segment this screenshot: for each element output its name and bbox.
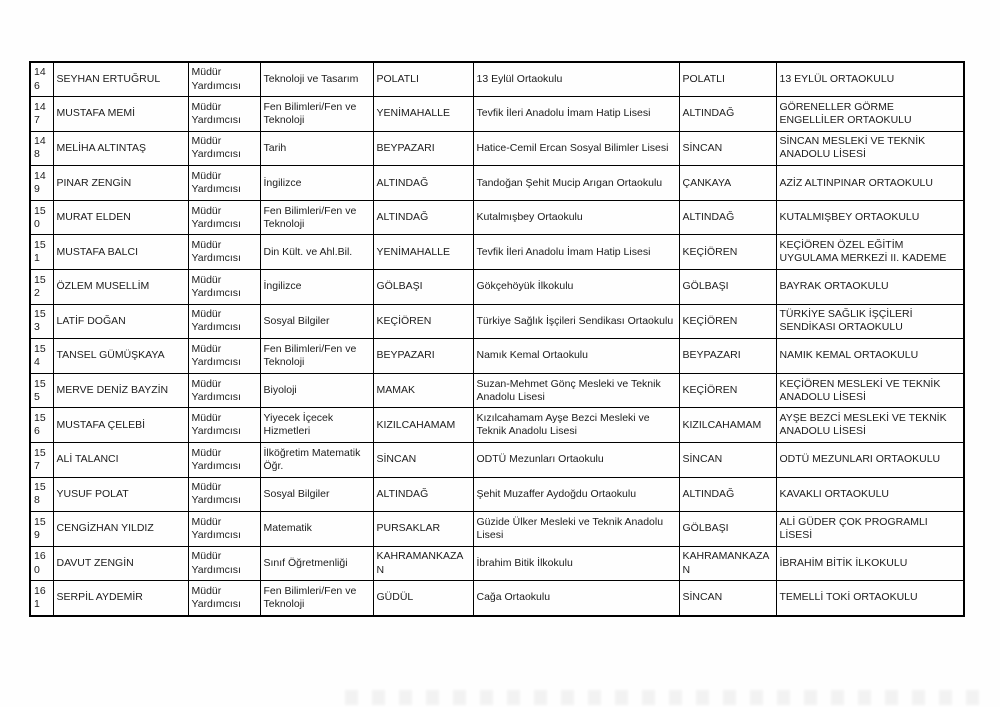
cell-row-number: 155 [30, 373, 53, 408]
cell-position-title: Müdür Yardımcısı [188, 62, 260, 97]
cell-row-number: 158 [30, 477, 53, 512]
cell-person-name: ALİ TALANCI [53, 443, 188, 478]
cell-row-number: 152 [30, 270, 53, 305]
cell-person-name: MERVE DENİZ BAYZİN [53, 373, 188, 408]
cell-subject-branch: Din Kült. ve Ahl.Bil. [260, 235, 373, 270]
table-row [30, 581, 964, 616]
cell-current-school: İbrahim Bitik İlkokulu [473, 546, 679, 581]
cell-new-school: ODTÜ MEZUNLARI ORTAOKULU [776, 443, 964, 478]
cell-current-district: MAMAK [373, 373, 473, 408]
cell-person-name: MELİHA ALTINTAŞ [53, 131, 188, 166]
table-row [30, 304, 964, 339]
cell-new-district: ALTINDAĞ [679, 477, 776, 512]
cell-new-school: NAMIK KEMAL ORTAOKULU [776, 339, 964, 374]
cell-position-title: Müdür Yardımcısı [188, 304, 260, 339]
cell-new-school: KUTALMIŞBEY ORTAOKULU [776, 200, 964, 235]
table-row [30, 339, 964, 374]
cell-person-name: MUSTAFA BALCI [53, 235, 188, 270]
cell-person-name: DAVUT ZENGİN [53, 546, 188, 581]
cell-current-school: Gökçehöyük İlkokulu [473, 270, 679, 305]
cell-new-school: KEÇİÖREN MESLEKİ VE TEKNİK ANADOLU LİSESİ [776, 373, 964, 408]
table-row [30, 166, 964, 201]
cell-person-name: TANSEL GÜMÜŞKAYA [53, 339, 188, 374]
assignment-table-body [30, 62, 964, 616]
cell-position-title: Müdür Yardımcısı [188, 339, 260, 374]
cell-subject-branch: Biyoloji [260, 373, 373, 408]
cell-person-name: MUSTAFA MEMİ [53, 97, 188, 132]
table-row [30, 235, 964, 270]
cell-current-school: Namık Kemal Ortaokulu [473, 339, 679, 374]
cell-new-district: GÖLBAŞI [679, 512, 776, 547]
cell-subject-branch: Sosyal Bilgiler [260, 304, 373, 339]
cell-new-school: AYŞE BEZCİ MESLEKİ VE TEKNİK ANADOLU LİSESİ [776, 408, 964, 443]
cell-new-school: KAVAKLI ORTAOKULU [776, 477, 964, 512]
cell-subject-branch: Fen Bilimleri/Fen ve Teknoloji [260, 97, 373, 132]
cell-current-district: BEYPAZARI [373, 339, 473, 374]
cell-current-district: BEYPAZARI [373, 131, 473, 166]
cell-position-title: Müdür Yardımcısı [188, 200, 260, 235]
cell-new-school: 13 EYLÜL ORTAOKULU [776, 62, 964, 97]
cell-new-district: ÇANKAYA [679, 166, 776, 201]
scan-bleed-through-artifact [345, 690, 990, 705]
cell-position-title: Müdür Yardımcısı [188, 131, 260, 166]
cell-person-name: PINAR ZENGİN [53, 166, 188, 201]
table-row [30, 477, 964, 512]
cell-new-school: ALİ GÜDER ÇOK PROGRAMLI LİSESİ [776, 512, 964, 547]
cell-position-title: Müdür Yardımcısı [188, 443, 260, 478]
cell-current-school: Kızılcahamam Ayşe Bezci Mesleki ve Teknik Anadolu Lisesi [473, 408, 679, 443]
cell-current-school: 13 Eylül Ortaokulu [473, 62, 679, 97]
cell-position-title: Müdür Yardımcısı [188, 373, 260, 408]
cell-row-number: 154 [30, 339, 53, 374]
cell-current-district: GÜDÜL [373, 581, 473, 616]
cell-current-school: Tevfik İleri Anadolu İmam Hatip Lisesi [473, 235, 679, 270]
cell-current-school: Hatice-Cemil Ercan Sosyal Bilimler Lisesi [473, 131, 679, 166]
cell-row-number: 148 [30, 131, 53, 166]
cell-new-district: KEÇİÖREN [679, 373, 776, 408]
cell-position-title: Müdür Yardımcısı [188, 512, 260, 547]
cell-position-title: Müdür Yardımcısı [188, 477, 260, 512]
cell-new-school: KEÇİÖREN ÖZEL EĞİTİM UYGULAMA MERKEZİ II. KADEME [776, 235, 964, 270]
cell-new-district: SİNCAN [679, 443, 776, 478]
table-row [30, 546, 964, 581]
cell-current-district: KIZILCAHAMAM [373, 408, 473, 443]
table-row [30, 62, 964, 97]
cell-person-name: MURAT ELDEN [53, 200, 188, 235]
table-row [30, 131, 964, 166]
cell-subject-branch: Fen Bilimleri/Fen ve Teknoloji [260, 339, 373, 374]
cell-person-name: SEYHAN ERTUĞRUL [53, 62, 188, 97]
cell-current-school: Suzan-Mehmet Gönç Mesleki ve Teknik Anadolu Lisesi [473, 373, 679, 408]
cell-new-school: İBRAHİM BİTİK İLKOKULU [776, 546, 964, 581]
cell-subject-branch: Yiyecek İçecek Hizmetleri [260, 408, 373, 443]
cell-row-number: 161 [30, 581, 53, 616]
cell-new-district: KIZILCAHAMAM [679, 408, 776, 443]
cell-current-district: KAHRAMANKAZAN [373, 546, 473, 581]
cell-subject-branch: Fen Bilimleri/Fen ve Teknoloji [260, 200, 373, 235]
cell-subject-branch: İngilizce [260, 270, 373, 305]
cell-new-school: GÖRENELLER GÖRME ENGELLİLER ORTAOKULU [776, 97, 964, 132]
cell-new-district: GÖLBAŞI [679, 270, 776, 305]
cell-position-title: Müdür Yardımcısı [188, 166, 260, 201]
cell-new-district: SİNCAN [679, 581, 776, 616]
cell-subject-branch: İngilizce [260, 166, 373, 201]
cell-current-district: YENİMAHALLE [373, 97, 473, 132]
cell-new-district: ALTINDAĞ [679, 97, 776, 132]
cell-current-district: ALTINDAĞ [373, 200, 473, 235]
cell-current-school: Cağa Ortaokulu [473, 581, 679, 616]
cell-row-number: 160 [30, 546, 53, 581]
assignment-table [29, 61, 965, 617]
cell-position-title: Müdür Yardımcısı [188, 235, 260, 270]
cell-new-district: KEÇİÖREN [679, 304, 776, 339]
cell-current-district: KEÇİÖREN [373, 304, 473, 339]
cell-position-title: Müdür Yardımcısı [188, 97, 260, 132]
cell-position-title: Müdür Yardımcısı [188, 270, 260, 305]
cell-subject-branch: Tarih [260, 131, 373, 166]
cell-row-number: 156 [30, 408, 53, 443]
cell-current-district: PURSAKLAR [373, 512, 473, 547]
cell-subject-branch: Sosyal Bilgiler [260, 477, 373, 512]
table-row [30, 200, 964, 235]
cell-row-number: 149 [30, 166, 53, 201]
cell-new-district: SİNCAN [679, 131, 776, 166]
cell-subject-branch: Teknoloji ve Tasarım [260, 62, 373, 97]
cell-person-name: CENGİZHAN YILDIZ [53, 512, 188, 547]
table-row [30, 97, 964, 132]
cell-new-district: KEÇİÖREN [679, 235, 776, 270]
cell-new-school: AZİZ ALTINPINAR ORTAOKULU [776, 166, 964, 201]
cell-current-school: Kutalmışbey Ortaokulu [473, 200, 679, 235]
cell-person-name: YUSUF POLAT [53, 477, 188, 512]
cell-new-district: BEYPAZARI [679, 339, 776, 374]
cell-new-school: SİNCAN MESLEKİ VE TEKNİK ANADOLU LİSESİ [776, 131, 964, 166]
cell-position-title: Müdür Yardımcısı [188, 581, 260, 616]
cell-person-name: MUSTAFA ÇELEBİ [53, 408, 188, 443]
table-row [30, 443, 964, 478]
cell-current-district: GÖLBAŞI [373, 270, 473, 305]
cell-new-district: KAHRAMANKAZAN [679, 546, 776, 581]
cell-row-number: 146 [30, 62, 53, 97]
cell-current-district: POLATLI [373, 62, 473, 97]
table-row [30, 373, 964, 408]
cell-new-district: ALTINDAĞ [679, 200, 776, 235]
cell-new-school: TEMELLİ TOKİ ORTAOKULU [776, 581, 964, 616]
cell-row-number: 151 [30, 235, 53, 270]
cell-person-name: SERPİL AYDEMİR [53, 581, 188, 616]
cell-current-school: Şehit Muzaffer Aydoğdu Ortaokulu [473, 477, 679, 512]
cell-new-school: BAYRAK ORTAOKULU [776, 270, 964, 305]
cell-current-district: YENİMAHALLE [373, 235, 473, 270]
table-row [30, 270, 964, 305]
cell-current-district: SİNCAN [373, 443, 473, 478]
cell-person-name: LATİF DOĞAN [53, 304, 188, 339]
cell-subject-branch: Matematik [260, 512, 373, 547]
cell-position-title: Müdür Yardımcısı [188, 408, 260, 443]
cell-person-name: ÖZLEM MUSELLİM [53, 270, 188, 305]
cell-subject-branch: İlköğretim Matematik Öğr. [260, 443, 373, 478]
cell-current-district: ALTINDAĞ [373, 477, 473, 512]
cell-current-school: Tevfik İleri Anadolu İmam Hatip Lisesi [473, 97, 679, 132]
cell-row-number: 159 [30, 512, 53, 547]
cell-current-school: Tandoğan Şehit Mucip Arıgan Ortaokulu [473, 166, 679, 201]
cell-new-school: TÜRKİYE SAĞLIK İŞÇİLERİ SENDİKASI ORTAOKULU [776, 304, 964, 339]
cell-row-number: 147 [30, 97, 53, 132]
cell-row-number: 153 [30, 304, 53, 339]
table-row [30, 408, 964, 443]
cell-current-school: ODTÜ Mezunları Ortaokulu [473, 443, 679, 478]
cell-current-district: ALTINDAĞ [373, 166, 473, 201]
cell-row-number: 157 [30, 443, 53, 478]
cell-current-school: Türkiye Sağlık İşçileri Sendikası Ortaokulu [473, 304, 679, 339]
cell-current-school: Güzide Ülker Mesleki ve Teknik Anadolu Lisesi [473, 512, 679, 547]
cell-new-district: POLATLI [679, 62, 776, 97]
table-row [30, 512, 964, 547]
cell-subject-branch: Sınıf Öğretmenliği [260, 546, 373, 581]
cell-position-title: Müdür Yardımcısı [188, 546, 260, 581]
cell-subject-branch: Fen Bilimleri/Fen ve Teknoloji [260, 581, 373, 616]
cell-row-number: 150 [30, 200, 53, 235]
